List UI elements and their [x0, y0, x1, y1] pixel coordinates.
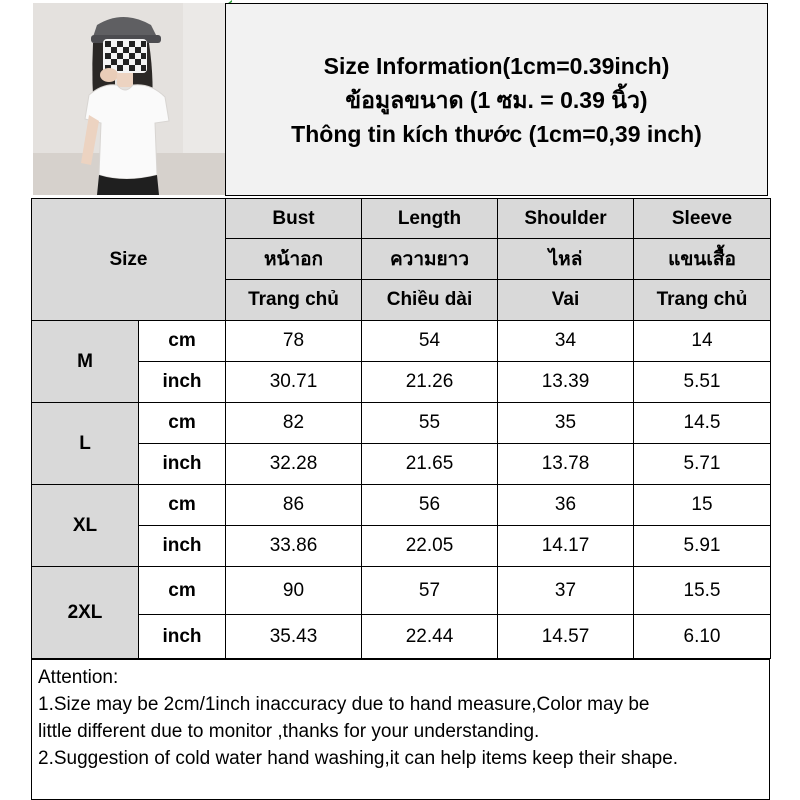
unit-label: inch: [139, 444, 226, 485]
table-cell: 14: [634, 321, 771, 362]
attention-line: 1.Size may be 2cm/1inch inaccuracy due to hand measure,Color may be: [38, 694, 650, 715]
unit-label: cm: [139, 403, 226, 444]
table-cell: 33.86: [226, 526, 362, 567]
table-cell: 82: [226, 403, 362, 444]
table-cell: 32.28: [226, 444, 362, 485]
size-label: Size: [32, 199, 226, 321]
header-title-en: Size Information(1cm=0.39inch): [323, 52, 670, 79]
table-row: [32, 567, 771, 615]
size-name: 2XL: [32, 567, 139, 659]
table-cell: 30.71: [226, 362, 362, 403]
table-row: [32, 321, 771, 362]
column-header: Vai: [498, 280, 634, 321]
table-row: [32, 615, 771, 659]
table-row: [32, 362, 771, 403]
column-header: แขนเสื้อ: [634, 239, 771, 280]
size-name: XL: [32, 485, 139, 567]
table-cell: 14.57: [498, 615, 634, 659]
table-row: [32, 444, 771, 485]
attention-notes: [31, 659, 770, 800]
table-cell: 54: [362, 321, 498, 362]
table-cell: 13.78: [498, 444, 634, 485]
product-photo: [33, 3, 225, 195]
column-header: Sleeve: [634, 199, 771, 239]
attention-line: little different due to monitor ,thanks for your understanding.: [38, 721, 540, 742]
table-cell: 14.5: [634, 403, 771, 444]
table-cell: 6.10: [634, 615, 771, 659]
table-cell: 56: [362, 485, 498, 526]
unit-label: inch: [139, 526, 226, 567]
table-cell: 5.91: [634, 526, 771, 567]
table-cell: 15: [634, 485, 771, 526]
column-header: Trang chủ: [634, 280, 771, 321]
table-cell: 36: [498, 485, 634, 526]
table-cell: 14.17: [498, 526, 634, 567]
size-info-header: [225, 3, 768, 196]
header-row-en: [32, 199, 771, 239]
column-header: Chiều dài: [362, 280, 498, 321]
header-title-th: ข้อมูลขนาด (1 ซม. = 0.39 นิ้ว): [345, 86, 648, 113]
table-cell: 5.71: [634, 444, 771, 485]
table-cell: 55: [362, 403, 498, 444]
table-cell: 22.05: [362, 526, 498, 567]
table-cell: 22.44: [362, 615, 498, 659]
table-row: [32, 403, 771, 444]
unit-label: cm: [139, 485, 226, 526]
model-mirror-selfie-image: [33, 3, 225, 195]
table-cell: 21.26: [362, 362, 498, 403]
table-cell: 90: [226, 567, 362, 615]
table-cell: 35: [498, 403, 634, 444]
table-cell: 37: [498, 567, 634, 615]
size-table: [31, 198, 771, 659]
table-cell: 35.43: [226, 615, 362, 659]
attention-line: 2.Suggestion of cold water hand washing,it can help items keep their shape.: [38, 748, 679, 769]
column-header: ไหล่: [498, 239, 634, 280]
header-title-vi: Thông tin kích thước (1cm=0,39 inch): [291, 120, 702, 147]
column-header: Shoulder: [498, 199, 634, 239]
column-header: ความยาว: [362, 239, 498, 280]
column-header: Length: [362, 199, 498, 239]
table-cell: 34: [498, 321, 634, 362]
size-name: L: [32, 403, 139, 485]
unit-label: inch: [139, 362, 226, 403]
attention-title: Attention:: [38, 667, 119, 688]
unit-label: cm: [139, 321, 226, 362]
table-row: [32, 485, 771, 526]
size-chart: [30, 0, 770, 800]
column-header: Bust: [226, 199, 362, 239]
column-header: หน้าอก: [226, 239, 362, 280]
table-cell: 21.65: [362, 444, 498, 485]
column-header: Trang chủ: [226, 280, 362, 321]
unit-label: cm: [139, 567, 226, 615]
table-cell: 5.51: [634, 362, 771, 403]
table-cell: 78: [226, 321, 362, 362]
table-cell: 57: [362, 567, 498, 615]
table-cell: 86: [226, 485, 362, 526]
table-cell: 15.5: [634, 567, 771, 615]
unit-label: inch: [139, 615, 226, 659]
size-name: M: [32, 321, 139, 403]
table-row: [32, 526, 771, 567]
table-cell: 13.39: [498, 362, 634, 403]
